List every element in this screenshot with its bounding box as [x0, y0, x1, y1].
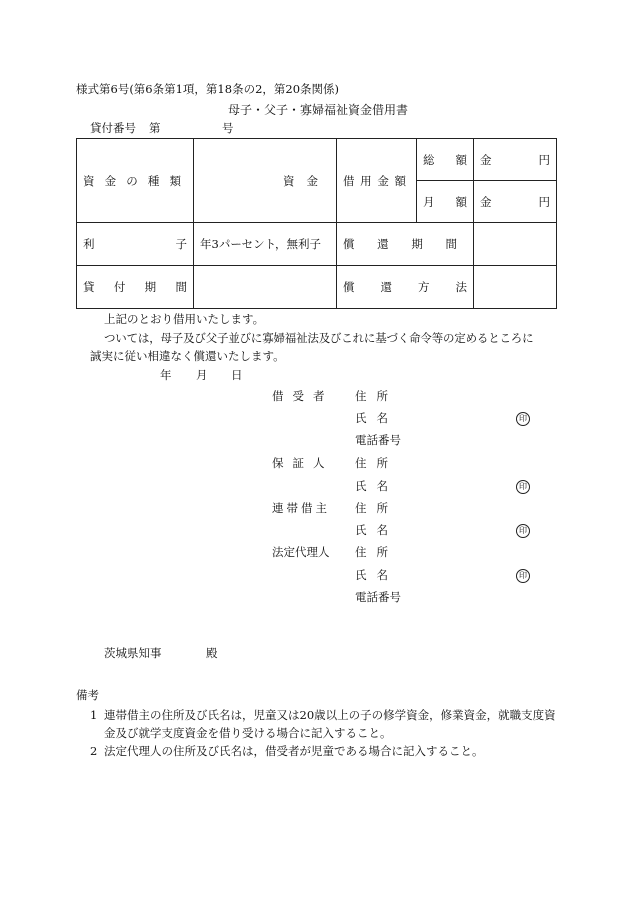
joint-seal-icon: 印: [516, 524, 530, 538]
repay-period-value-cell[interactable]: [474, 223, 557, 266]
monthly-label-cell: 月 額: [417, 181, 474, 223]
honorific-label: 殿: [206, 646, 218, 660]
note-2-number: 2: [90, 744, 98, 758]
body-line-2: ついては，母子及び父子並びに寡婦福祉法及びこれに基づく命令等の定めるところに: [104, 331, 534, 345]
notes-heading: 備考: [76, 688, 99, 702]
borrower-name-label: 氏名: [355, 411, 398, 425]
legal-rep-label: 法定代理人: [272, 545, 330, 559]
interest-value-cell: 年3パーセント，無利子: [194, 223, 337, 266]
date-day: 日: [231, 368, 243, 382]
loan-details-table: [76, 138, 557, 309]
joint-borrower-label: 連帯借主: [272, 501, 330, 515]
borrower-address-label: 住所: [355, 389, 398, 403]
loan-number-suffix: 号: [222, 121, 234, 135]
legal-rep-phone-label: 電話番号: [355, 590, 401, 604]
total-amount-cell[interactable]: [474, 139, 557, 181]
legal-rep-seal-icon: 印: [516, 569, 530, 583]
note-2-text: 法定代理人の住所及び氏名は，借受者が児童である場合に記入すること。: [104, 744, 484, 758]
governor-label: 茨城県知事: [104, 646, 162, 660]
repay-period-label-cell: 償 還 期 間: [337, 223, 474, 266]
borrower-phone-label: 電話番号: [355, 433, 401, 447]
date-year: 年: [160, 368, 172, 382]
note-1-number: 1: [90, 708, 98, 722]
fund-cell[interactable]: 資金: [194, 139, 337, 223]
guarantor-seal-icon: 印: [516, 480, 530, 494]
body-line-3: 誠実に従い相違なく償還いたします。: [90, 349, 285, 363]
kin-label: 金: [480, 194, 492, 209]
document-title: 母子・父子・寡婦福祉資金借用書: [228, 103, 409, 117]
loan-period-value-cell[interactable]: [194, 266, 337, 309]
fund-type-label-cell: 資 金 の 種 類: [77, 139, 194, 223]
date-month: 月: [196, 368, 208, 382]
loan-number-label: 貸付番号: [90, 121, 136, 135]
borrow-amount-label-cell: 借 用 金 額: [337, 139, 417, 223]
repay-method-value-cell[interactable]: [474, 266, 557, 309]
kin-label: 金: [480, 152, 492, 167]
joint-name-label: 氏名: [355, 523, 398, 537]
loan-number-prefix: 第: [149, 121, 161, 135]
legal-rep-address-label: 住所: [355, 545, 398, 559]
legal-rep-name-label: 氏名: [355, 568, 398, 582]
loan-period-label-cell: 貸 付 期 間: [77, 266, 194, 309]
en-label: 円: [538, 194, 550, 209]
joint-address-label: 住所: [355, 501, 398, 515]
guarantor-address-label: 住所: [355, 456, 398, 470]
form-number: 様式第6号(第6条第1項，第18条の2，第20条関係): [76, 82, 340, 96]
monthly-amount-cell[interactable]: [474, 181, 557, 223]
borrower-seal-icon: 印: [516, 412, 530, 426]
total-label-cell: 総 額: [417, 139, 474, 181]
note-1-text: 連帯借主の住所及び氏名は，児童又は20歳以上の子の修学資金，修業資金，就職支度資金及び就学支度資金を借り受ける場合に記入すること。: [104, 708, 556, 740]
borrower-label: 借受者: [272, 389, 334, 403]
en-label: 円: [538, 152, 550, 167]
body-line-1: 上記のとおり借用いたします。: [104, 312, 265, 326]
guarantor-name-label: 氏名: [355, 479, 398, 493]
interest-label-cell: 利 子: [77, 223, 194, 266]
guarantor-label: 保証人: [272, 456, 334, 470]
repay-method-label-cell: 償 還 方 法: [337, 266, 474, 309]
